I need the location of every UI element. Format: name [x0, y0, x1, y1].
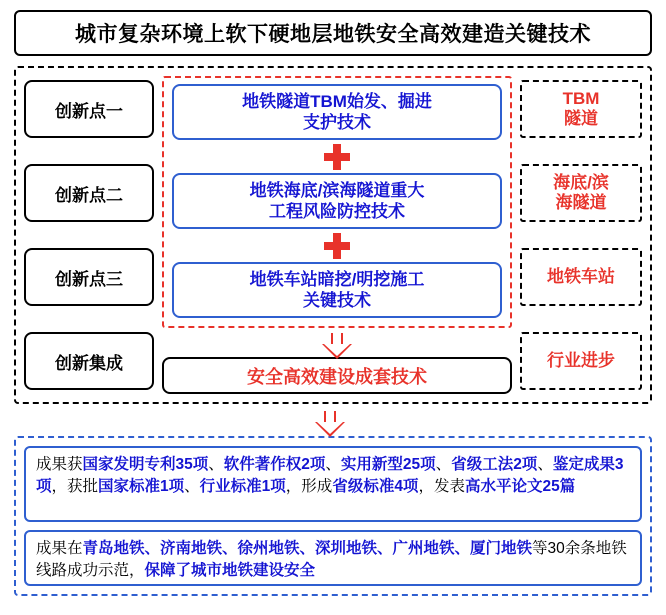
achievement-seg13: 、 — [184, 478, 200, 496]
application-metro-station — [520, 248, 642, 306]
technology-box-subsea — [172, 173, 502, 229]
innovation-point-1-label: 创新点一 — [55, 101, 123, 121]
arrow-down-icon — [315, 411, 345, 437]
application-metro-station-text: 地铁车站 — [547, 266, 615, 286]
innovation-point-3-label: 创新点三 — [55, 269, 123, 289]
achievement-box — [24, 446, 642, 522]
application-box — [24, 530, 642, 586]
diagram-title-box — [14, 10, 652, 56]
application-seg1: 成果在 — [36, 540, 83, 557]
application-tbm-tunnel-line1: TBM — [562, 88, 600, 108]
plus-icon — [324, 233, 350, 258]
technology-box-station-line1: 地铁车站暗挖/明挖施工 — [249, 269, 425, 289]
innovation-point-1 — [24, 80, 154, 138]
innovation-point-3 — [24, 248, 154, 306]
application-seg3: 等30余条地铁线路成功示范， — [36, 540, 627, 580]
results-section — [14, 436, 652, 596]
application-seg4: 保障了城市地铁建设安全 — [144, 562, 316, 580]
application-industry-progress-text: 行业进步 — [547, 350, 615, 370]
application-subsea-tunnel — [520, 164, 642, 222]
achievement-seg16: 省级标准4项 — [332, 478, 419, 496]
achievement-seg17: ，发表 — [418, 478, 465, 496]
technology-box-tbm-line1: 地铁隧道TBM始发、掘进 — [242, 91, 432, 111]
innovation-points-column — [24, 76, 154, 394]
application-subsea-tunnel-text — [553, 173, 609, 214]
technology-box-tbm — [172, 84, 502, 140]
technology-group — [162, 76, 512, 328]
achievement-seg3: 、 — [208, 456, 224, 473]
achievement-seg6: 实用新型25项 — [340, 456, 436, 473]
achievement-seg7: 、 — [435, 456, 452, 473]
plus-icon — [324, 144, 350, 169]
innovation-integration — [24, 332, 154, 390]
achievement-seg5: 、 — [325, 456, 341, 473]
achievement-seg9: 、 — [537, 456, 553, 473]
technology-box-subsea-line2: 工程风险防控技术 — [268, 202, 405, 221]
achievement-seg10: 鉴定成果3项 — [36, 456, 624, 496]
application-industry-progress — [520, 332, 642, 390]
technology-column — [162, 76, 512, 394]
integrated-technology-label: 安全高效建设成套技术 — [247, 366, 427, 387]
achievement-seg4: 软件著作权2项 — [223, 456, 326, 473]
innovation-point-2 — [24, 164, 154, 222]
achievement-seg18: 高水平论文25篇 — [464, 478, 576, 496]
achievement-seg8: 省级工法2项 — [451, 456, 538, 473]
application-seg2: 青岛地铁、济南地铁、徐州地铁、深圳地铁、广州地铁、厦门地铁 — [82, 540, 533, 557]
technology-box-subsea-text — [250, 180, 425, 223]
achievement-seg12: 国家标准1项 — [98, 478, 185, 496]
achievement-seg15: ，形成 — [285, 478, 333, 496]
application-tbm-tunnel-text — [563, 89, 600, 130]
achievement-seg2: 国家发明专利35项 — [82, 456, 209, 473]
arrow-down-icon — [322, 333, 352, 352]
application-text — [36, 540, 627, 579]
technology-box-subsea-line1: 地铁海底/滨海隧道重大 — [249, 180, 425, 200]
achievement-seg14: 行业标准1项 — [199, 478, 286, 496]
technology-box-station-text — [250, 269, 425, 312]
application-subsea-tunnel-line2: 海隧道 — [555, 193, 607, 212]
application-subsea-tunnel-line1: 海底/滨 — [553, 172, 609, 192]
achievement-seg1: 成果获 — [36, 456, 83, 473]
achievement-seg11: ，获批 — [51, 478, 99, 496]
technology-box-tbm-text — [242, 91, 432, 134]
achievement-text — [36, 456, 623, 495]
integrated-technology-box — [162, 357, 512, 394]
technology-box-station — [172, 262, 502, 318]
application-tbm-tunnel — [520, 80, 642, 138]
page-title: 城市复杂环境上软下硬地层地铁安全高效建造关键技术 — [75, 23, 591, 46]
application-column — [520, 76, 642, 394]
arrow-down-section — [10, 404, 656, 434]
innovation-section — [14, 66, 652, 404]
innovation-integration-label: 创新集成 — [55, 353, 123, 373]
technology-box-station-line2: 关键技术 — [302, 291, 371, 311]
technology-box-tbm-line2: 支护技术 — [302, 112, 371, 132]
innovation-point-2-label: 创新点二 — [55, 185, 123, 205]
application-tbm-tunnel-line2: 隧道 — [563, 109, 598, 128]
